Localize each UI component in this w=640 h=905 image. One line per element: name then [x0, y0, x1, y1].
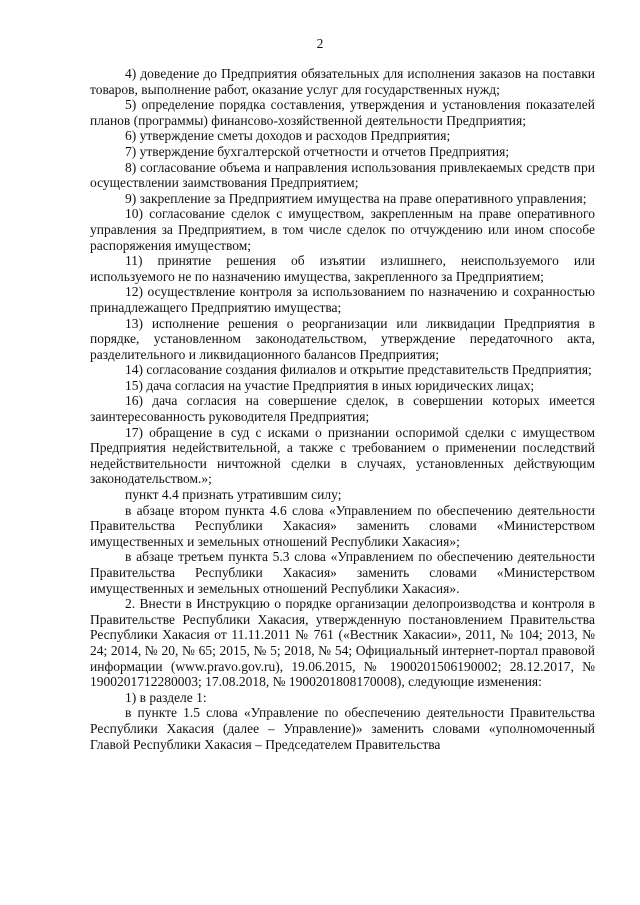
paragraph-item-13: 13) исполнение решения о реорганизации или ликвидации Предприятия в порядке, установленном законодательством, утверждение передаточного акта, разделительного и ликвидационного балансов Предприятия;	[90, 315, 595, 362]
paragraph-item-7: 7) утверждение бухгалтерской отчетности и отчетов Предприятия;	[125, 143, 510, 159]
paragraph-item-10: 10) согласование сделок с имуществом, закрепленным на праве оперативного управления за Предприятием, в том числе сделок по отчуждению или ином способе распоряжения имуществом;	[90, 206, 595, 253]
paragraph-clause-5-3: в абзаце третьем пункта 5.3 слова «Управлением по обеспечению деятельности Правительства Республики Хакасия» заменить словами «Министерством имущественных и земельных отношений Республики Хакасия».	[90, 549, 595, 596]
paragraph-item-4: 4) доведение до Предприятия обязательных для исполнения заказов на поставки товаров, выполнение работ, оказание услуг для государственных нужд;	[90, 66, 595, 97]
paragraph-clause-4-6: в абзаце втором пункта 4.6 слова «Управлением по обеспечению деятельности Правительства Республики Хакасия» заменить словами «Министерством имущественных и земельных отношений Республики Хакасия»;	[90, 502, 595, 549]
paragraph-item-12: 12) осуществление контроля за использованием по назначению и сохранностью принадлежащего Предприятию имущества;	[90, 284, 595, 315]
paragraph-item-16: 16) дача согласия на совершение сделок, в совершении которых имеется заинтересованность руководителя Предприятия;	[90, 393, 595, 425]
paragraph-item-6: 6) утверждение сметы доходов и расходов Предприятия;	[125, 128, 451, 144]
paragraph-item-14: 14) согласование создания филиалов и открытие представительств Предприятия;	[125, 362, 592, 378]
page-number: 2	[316, 36, 324, 51]
paragraph-item-8: 8) согласование объема и направления использования привлекаемых средств при осуществлении заимствования Предприятием;	[90, 159, 595, 191]
paragraph-item-15: 15) дача согласия на участие Предприятия в иных юридических лицах;	[125, 377, 535, 393]
paragraph-subsection-1: 1) в разделе 1:	[125, 689, 207, 705]
paragraph-item-17: 17) обращение в суд с исками о признании оспоримой сделки с имуществом Предприятия недействительной, а также с требованием о применении последствий недействительности ничтожной сделки в случаях, установленных действующим законодательством.»;	[90, 424, 595, 487]
paragraph-section-2: 2. Внести в Инструкцию о порядке организации делопроизводства и контроля в Правительстве Республики Хакасия, утвержденную постановлением Правительства Республики Хакасия от 11.11.2011 № 761 («Вестник Хакасии», 2011, № 104; 2013, № 24; 2014, № 20, № 65; 2015, № 5; 2018, № 54; Официальный интернет-портал правовой информации (www.pravo.gov.ru), 19.06.2015, № 1900201506190002; 28.12.2017, № 1900201712280003; 17.08.2018, № 1900201808170008), следующие изменения:	[90, 596, 595, 690]
paragraph-clause-1-5: в пункте 1.5 слова «Управление по обеспечению деятельности Правительства Республики Хакасия (далее – Управление)» заменить словами «уполномоченный Главой Республики Хакасия – Председателем Правительства	[90, 705, 595, 752]
paragraph-item-5: 5) определение порядка составления, утверждения и установления показателей планов (программы) финансово-хозяйственной деятельности Предприятия;	[90, 97, 595, 128]
paragraph-item-11: 11) принятие решения об изъятии излишнего, неиспользуемого или используемого не по назначению имущества, закрепленного за Предприятием;	[90, 253, 595, 284]
paragraph-item-9: 9) закрепление за Предприятием имущества на праве оперативного управления;	[125, 190, 587, 206]
document-body	[90, 66, 595, 752]
paragraph-clause-4-4: пункт 4.4 признать утратившим силу;	[125, 487, 342, 503]
